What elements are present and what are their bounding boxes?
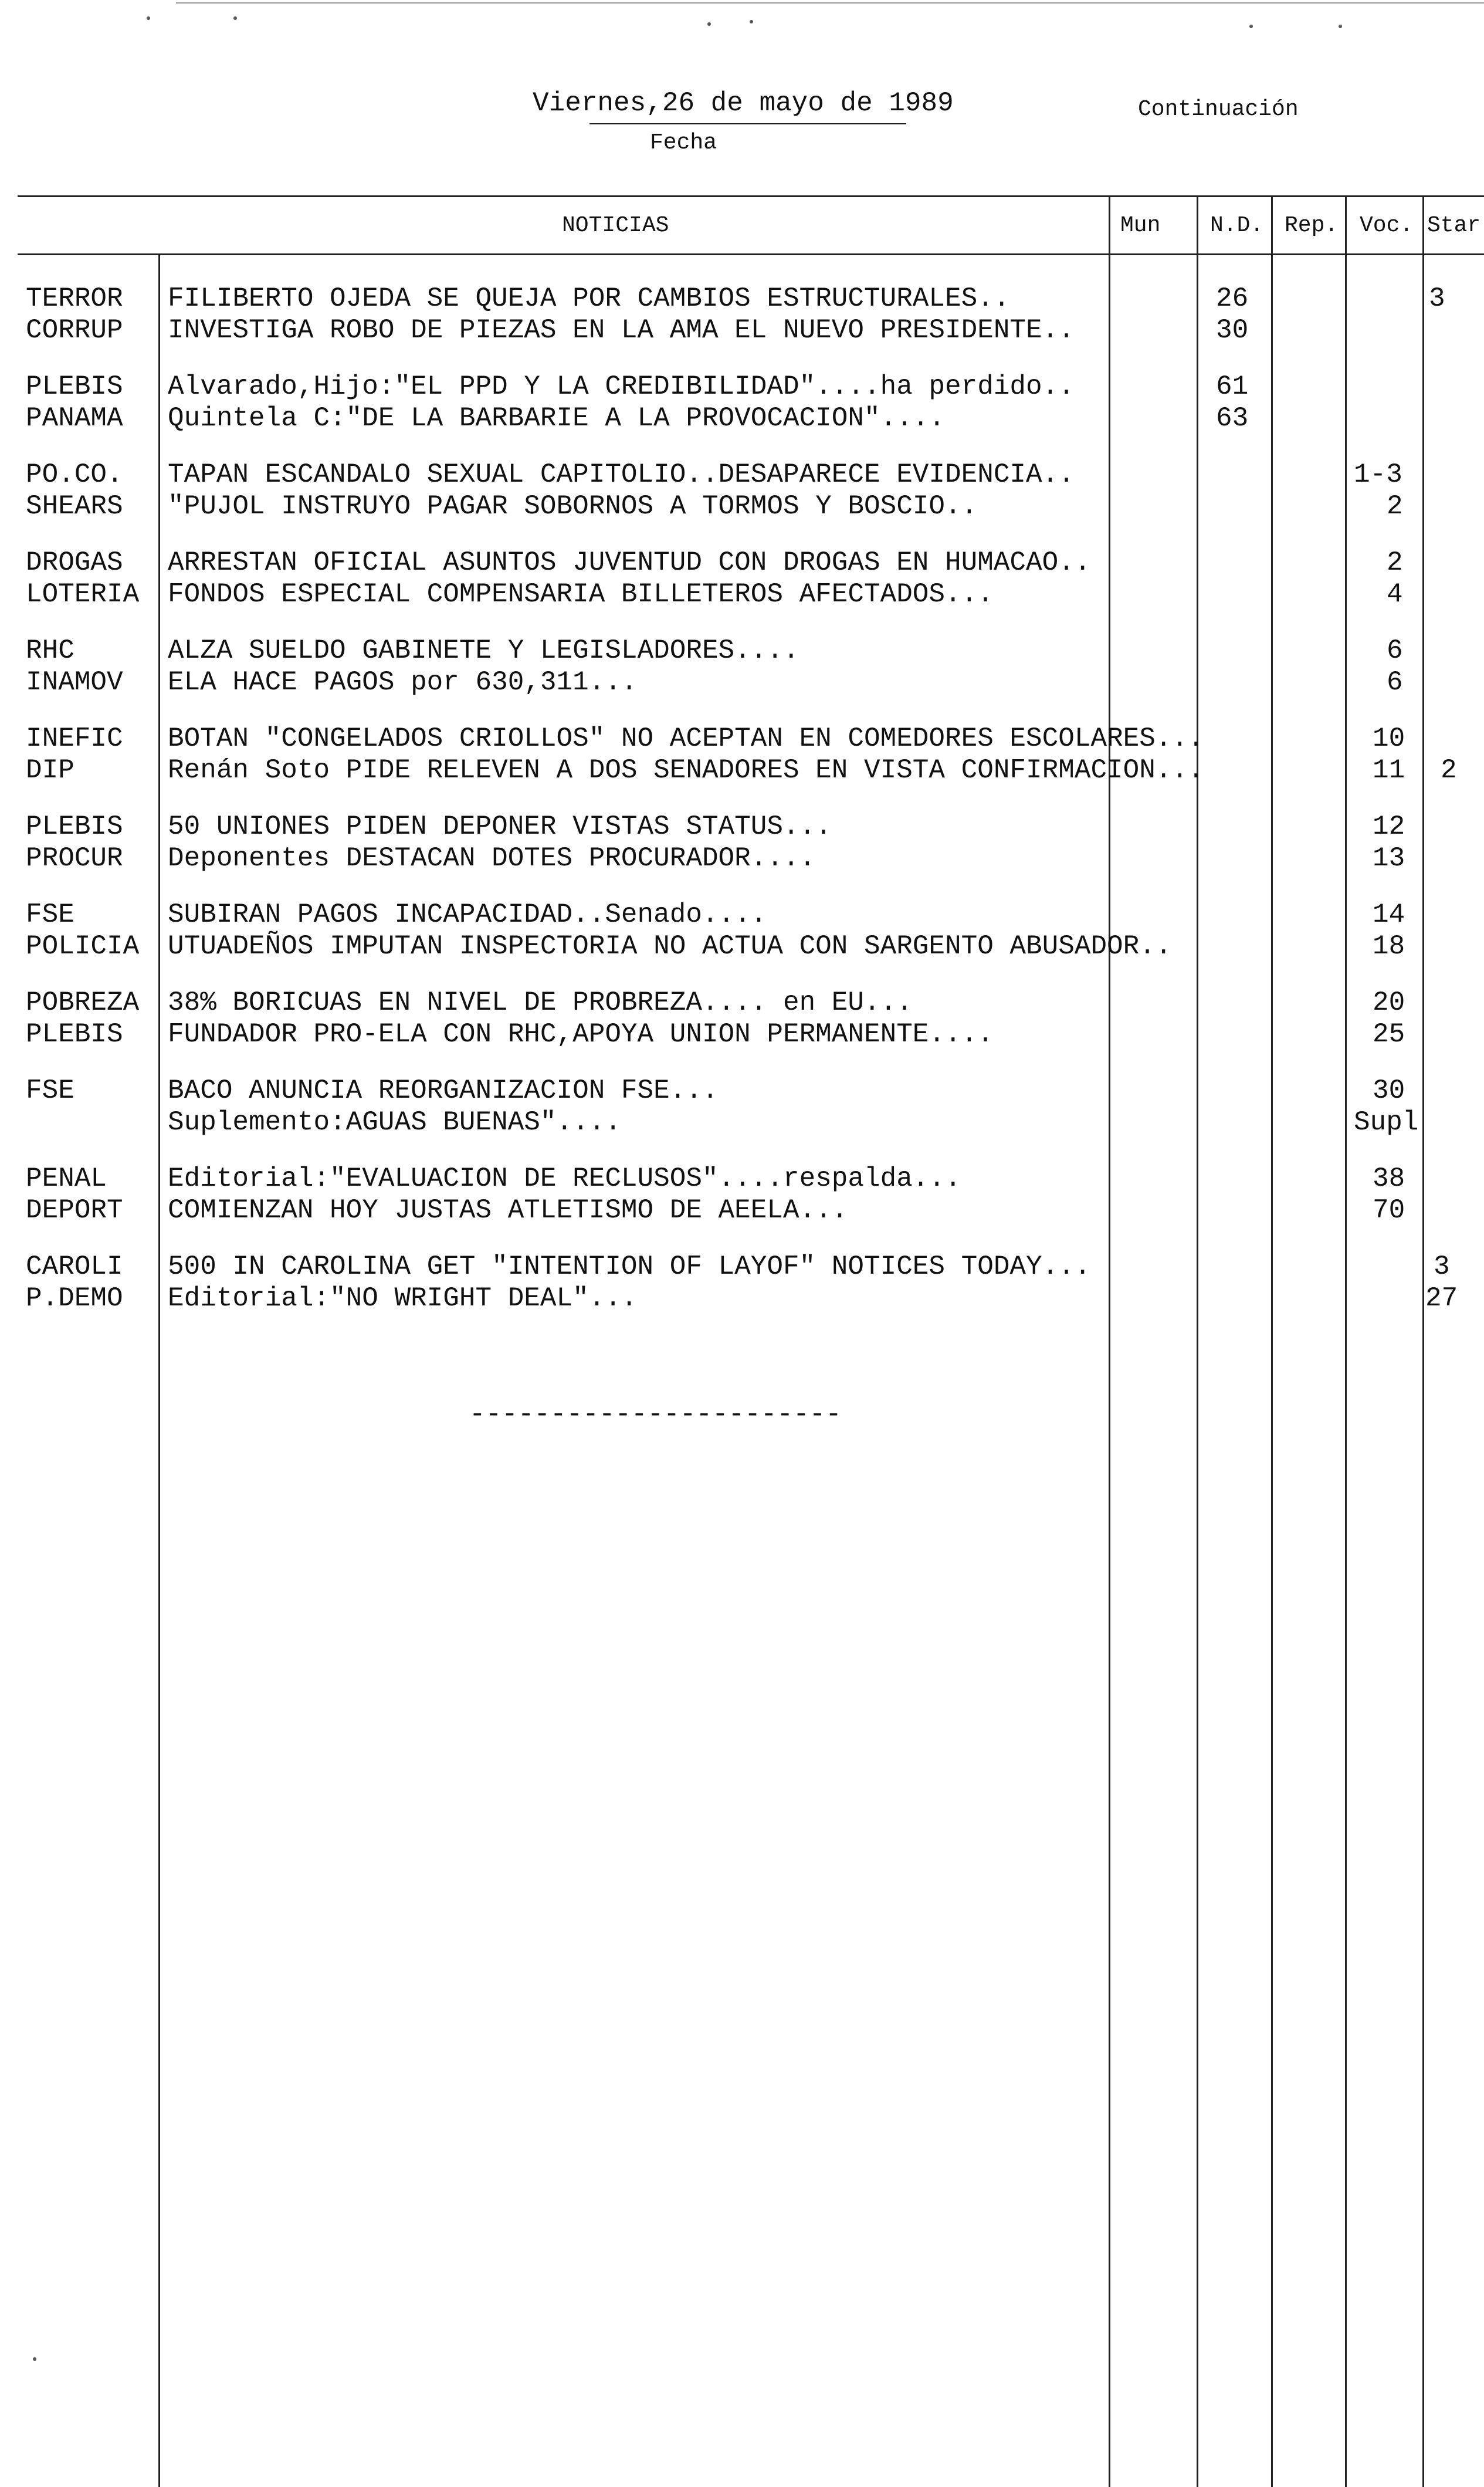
column-rule-voc [1422, 195, 1424, 2487]
row-tag: LOTERIA [26, 579, 140, 610]
row-voc: 1-3 [1354, 459, 1402, 490]
continuation-label: Continuación [1138, 97, 1299, 122]
row-title: Deponentes DESTACAN DOTES PROCURADOR.... [168, 843, 816, 874]
row-tag: CORRUP [26, 315, 123, 346]
row-title: ARRESTAN OFICIAL ASUNTOS JUVENTUD CON DROGAS EN HUMACAO.. [168, 547, 1091, 578]
row-title: Editorial:"NO WRIGHT DEAL"... [168, 1283, 638, 1314]
row-nd: 63 [1216, 403, 1249, 434]
row-tag: FSE [26, 899, 74, 930]
table-row [0, 1195, 1484, 1226]
table-row [0, 1283, 1484, 1314]
row-tag: FSE [26, 1075, 74, 1106]
row-title: SUBIRAN PAGOS INCAPACIDAD..Senado.... [168, 899, 767, 930]
row-title: TAPAN ESCANDALO SEXUAL CAPITOLIO..DESAPARECE EVIDENCIA.. [168, 459, 1075, 490]
table-row [0, 547, 1484, 578]
table-row [0, 635, 1484, 666]
row-voc: 6 [1387, 667, 1403, 698]
column-header-noticias: NOTICIAS [562, 213, 669, 238]
scan-speck [1249, 25, 1253, 28]
row-title: INVESTIGA ROBO DE PIEZAS EN LA AMA EL NUEVO PRESIDENTE.. [168, 315, 1075, 346]
row-title: "PUJOL INSTRUYO PAGAR SOBORNOS A TORMOS Y BOSCIO.. [168, 491, 978, 522]
row-voc: 18 [1373, 931, 1405, 962]
row-title: Renán Soto PIDE RELEVEN A DOS SENADORES EN VISTA CONFIRMACION... [168, 755, 1204, 786]
column-header-voc: Voc. [1360, 213, 1414, 238]
column-rule-noticias [1109, 195, 1110, 2487]
row-title: BOTAN "CONGELADOS CRIOLLOS" NO ACEPTAN EN COMEDORES ESCOLARES... [168, 723, 1204, 754]
row-voc: 70 [1373, 1195, 1405, 1226]
row-tag: TERROR [26, 283, 123, 314]
row-tag: P.DEMO [26, 1283, 123, 1314]
scan-speck [147, 16, 150, 20]
row-voc: 25 [1373, 1019, 1405, 1050]
column-rule-rep [1345, 195, 1347, 2487]
row-voc: 4 [1387, 579, 1403, 610]
row-tag: INAMOV [26, 667, 123, 698]
column-header-star: Star [1427, 213, 1481, 238]
row-star: 27 [1425, 1283, 1458, 1314]
row-tag: DROGAS [26, 547, 123, 578]
row-title: ELA HACE PAGOS por 630,311... [168, 667, 638, 698]
row-tag: PO.CO. [26, 459, 123, 490]
scan-speck [233, 16, 237, 20]
column-header-nd: N.D. [1210, 213, 1264, 238]
row-voc: 30 [1373, 1075, 1405, 1106]
table-row [0, 1107, 1484, 1138]
column-header-rep: Rep. [1285, 213, 1339, 238]
table-row [0, 490, 1484, 522]
row-tag: RHC [26, 635, 74, 666]
row-title: FILIBERTO OJEDA SE QUEJA POR CAMBIOS ESTRUCTURALES.. [168, 283, 1010, 314]
table-row [0, 371, 1484, 402]
row-title: ALZA SUELDO GABINETE Y LEGISLADORES.... [168, 635, 799, 666]
date-label: Fecha [650, 130, 717, 155]
row-voc: 2 [1387, 491, 1403, 522]
row-voc: 11 [1373, 755, 1405, 786]
table-row [0, 578, 1484, 610]
row-title: FUNDADOR PRO-ELA CON RHC,APOYA UNION PERMANENTE.... [168, 1019, 994, 1050]
table-row [0, 987, 1484, 1019]
scan-speck [1339, 25, 1342, 28]
table-row [0, 459, 1484, 490]
row-tag: PROCUR [26, 843, 123, 874]
row-voc: 10 [1373, 723, 1405, 754]
table-row [0, 402, 1484, 434]
row-title: Quintela C:"DE LA BARBARIE A LA PROVOCACION".... [168, 403, 946, 434]
row-title: BACO ANUNCIA REORGANIZACION FSE... [168, 1075, 719, 1106]
column-rule-nd [1271, 195, 1273, 2487]
page-top-edge [176, 2, 1484, 4]
row-voc: 2 [1387, 547, 1403, 578]
row-title: Suplemento:AGUAS BUENAS".... [168, 1107, 621, 1138]
row-voc: 38 [1373, 1163, 1405, 1194]
table-row [0, 811, 1484, 842]
row-title: UTUADEÑOS IMPUTAN INSPECTORIA NO ACTUA CON SARGENTO ABUSADOR.. [168, 931, 1172, 962]
row-title: Editorial:"EVALUACION DE RECLUSOS"....respalda... [168, 1163, 961, 1194]
document-date: Viernes,26 de mayo de 1989 [533, 88, 954, 119]
row-tag: POBREZA [26, 987, 140, 1018]
date-underline [589, 123, 906, 124]
row-title: Alvarado,Hijo:"EL PPD Y LA CREDIBILIDAD"....ha perdido.. [168, 371, 1075, 402]
table-row [0, 899, 1484, 930]
row-voc: Supl [1354, 1107, 1419, 1138]
row-tag: INEFIC [26, 723, 123, 754]
table-row [0, 314, 1484, 346]
row-title: 38% BORICUAS EN NIVEL DE PROBREZA.... en EU... [168, 987, 913, 1018]
table-header-rule [18, 253, 1484, 255]
row-tag: PANAMA [26, 403, 123, 434]
table-row [0, 1163, 1484, 1195]
row-tag: PLEBIS [26, 811, 123, 842]
row-star: 3 [1429, 283, 1445, 314]
row-title: COMIENZAN HOY JUSTAS ATLETISMO DE AEELA... [168, 1195, 848, 1226]
row-star: 2 [1441, 755, 1457, 786]
table-row [0, 1019, 1484, 1050]
end-separator: ----------------------- [469, 1399, 842, 1430]
row-title: 500 IN CAROLINA GET "INTENTION OF LAYOF" NOTICES TODAY... [168, 1251, 1091, 1282]
table-row [0, 283, 1484, 314]
row-tag: DIP [26, 755, 74, 786]
table-top-rule [18, 195, 1484, 197]
row-tag: DEPORT [26, 1195, 123, 1226]
table-row [0, 666, 1484, 698]
scan-speck [750, 20, 753, 23]
scan-speck [33, 2357, 36, 2361]
row-voc: 13 [1373, 843, 1405, 874]
row-voc: 20 [1373, 987, 1405, 1018]
table-row [0, 1075, 1484, 1107]
row-nd: 26 [1216, 283, 1249, 314]
table-row [0, 930, 1484, 962]
row-tag: SHEARS [26, 491, 123, 522]
column-rule-mun [1197, 195, 1198, 2487]
row-voc: 6 [1387, 635, 1403, 666]
table-row [0, 754, 1484, 786]
table-row [0, 723, 1484, 754]
row-tag: PENAL [26, 1163, 107, 1194]
table-row [0, 1251, 1484, 1283]
row-star: 3 [1434, 1251, 1450, 1282]
table-row [0, 842, 1484, 874]
row-tag: PLEBIS [26, 1019, 123, 1050]
row-nd: 30 [1216, 315, 1249, 346]
row-nd: 61 [1216, 371, 1249, 402]
row-tag: POLICIA [26, 931, 140, 962]
column-header-mun: Mun [1120, 213, 1161, 238]
row-voc: 14 [1373, 899, 1405, 930]
scan-speck [707, 22, 711, 26]
row-voc: 12 [1373, 811, 1405, 842]
row-title: FONDOS ESPECIAL COMPENSARIA BILLETEROS AFECTADOS... [168, 579, 994, 610]
row-tag: CAROLI [26, 1251, 123, 1282]
row-title: 50 UNIONES PIDEN DEPONER VISTAS STATUS... [168, 811, 832, 842]
row-tag: PLEBIS [26, 371, 123, 402]
